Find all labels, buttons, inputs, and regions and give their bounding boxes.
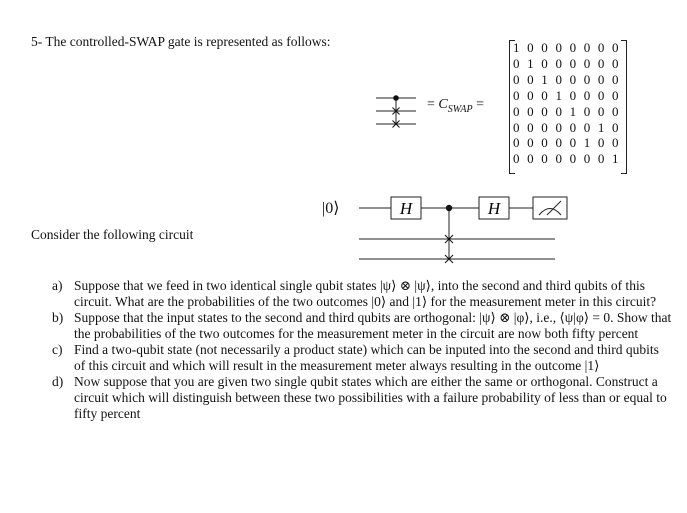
- question-d: [52, 374, 672, 422]
- hadamard-gate-1-label: H: [399, 199, 413, 218]
- question-text: Suppose that we feed in two identical single qubit states |ψ⟩ ⊗ |ψ⟩, into the second and third qubits of this circuit. What are the probabilities of the two outcomes |0⟩ and |1⟩ for the measurement meter in this circuit?: [74, 278, 657, 309]
- matrix-row: 0 0 0 1 0 0 0 0: [513, 87, 621, 103]
- problem-intro: 5- The controlled-SWAP gate is represented as follows:: [31, 34, 331, 49]
- matrix-row: 0 0 0 0 0 1 0 0: [513, 135, 621, 151]
- matrix-row: 1 0 0 0 0 0 0 0: [513, 40, 621, 55]
- question-label: c): [52, 342, 63, 357]
- question-text: Now suppose that you are given two single qubit states which are either the same or orthogonal. Construct a circuit which will distinguish between these two possibilities with a failure probability of less than or equal to fifty percent: [74, 374, 667, 421]
- question-b: [52, 310, 672, 342]
- matrix-right-bracket: [621, 40, 627, 174]
- question-c: [52, 342, 672, 374]
- matrix-row: 0 0 1 0 0 0 0 0: [513, 71, 621, 87]
- quantum-circuit: [355, 192, 585, 270]
- hadamard-gate-2-label: H: [487, 199, 501, 218]
- cswap-label: = $C_{SWAP}$ =: [427, 97, 485, 115]
- cswap-control-dot: [393, 95, 399, 101]
- matrix-row: 0 0 0 0 0 0 1 0: [513, 119, 621, 135]
- matrix-left-bracket: [509, 40, 515, 174]
- question-label: b): [52, 310, 64, 325]
- matrix-row: 0 0 0 0 1 0 0 0: [513, 103, 621, 119]
- cswap-symbol: [372, 92, 420, 136]
- question-text: Suppose that the input states to the second and third qubits are orthogonal: |ψ⟩ ⊗ |φ⟩, i.e., ⟨ψ|φ⟩ = 0. Show that the probabilities of the two outcomes for the measurement meter in the circuit are now both fifty percent: [74, 310, 672, 341]
- consider-text: Consider the following circuit: [31, 227, 194, 242]
- question-list: [52, 278, 672, 422]
- question-a: [52, 278, 672, 310]
- question-label: a): [52, 278, 63, 293]
- question-text: Find a two-qubit state (not necessarily a product state) which can be inputed into the second and third qubits of this circuit and which will result in the measurement meter always resulting in the outcome |1⟩: [74, 342, 659, 373]
- input-ket-zero: |0⟩: [322, 200, 340, 217]
- control-dot: [446, 205, 452, 211]
- question-label: d): [52, 374, 64, 389]
- cswap-matrix: [513, 40, 621, 167]
- matrix-row: 0 0 0 0 0 0 0 1: [513, 151, 621, 167]
- matrix-row: 0 1 0 0 0 0 0 0: [513, 55, 621, 71]
